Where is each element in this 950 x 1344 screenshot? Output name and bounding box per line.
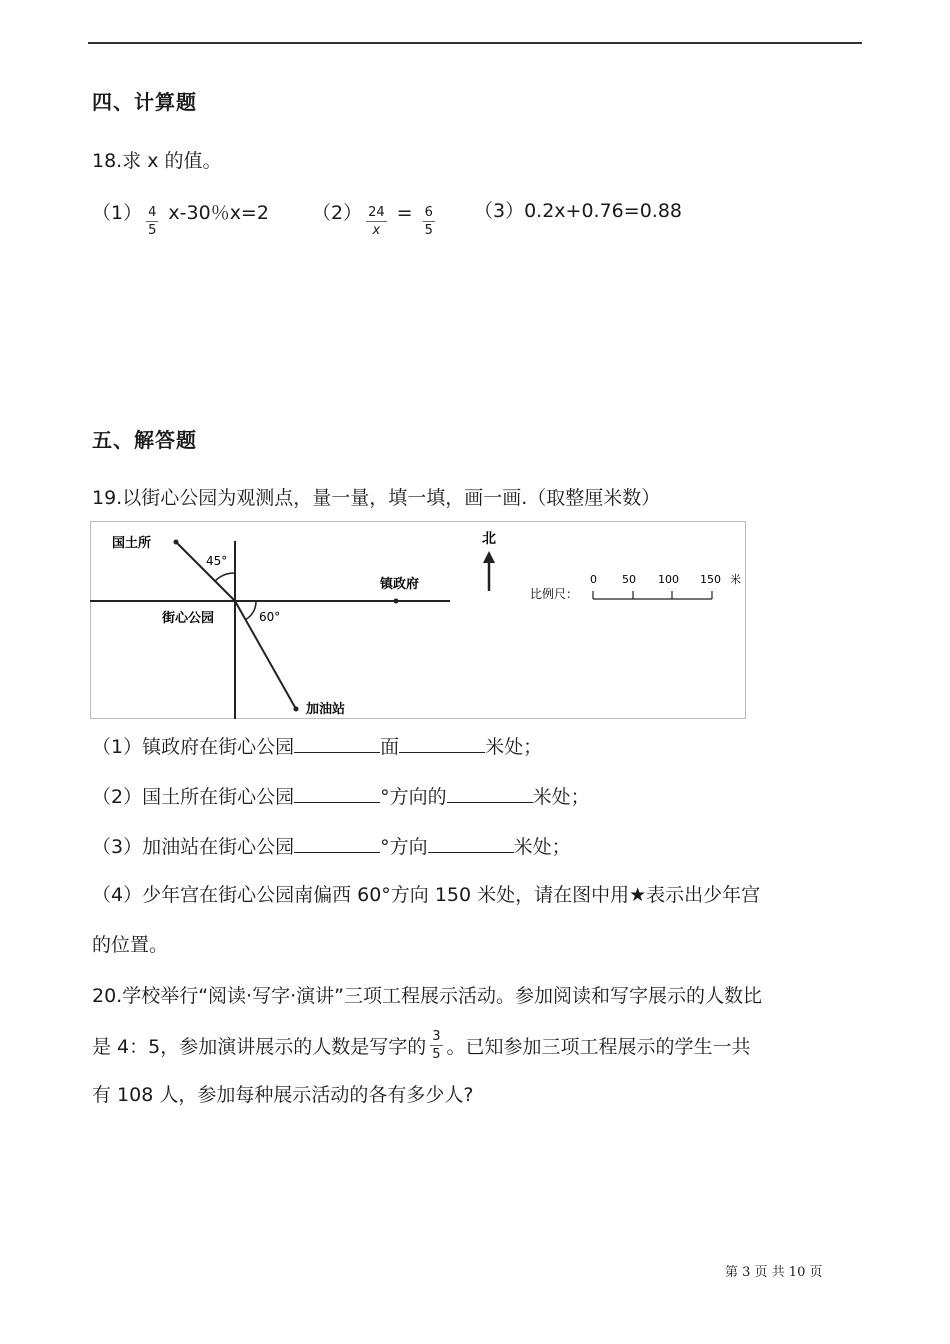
q19-part4-line1: （4）少年宫在街心公园南偏西 60°方向 150 米处，请在图中用★表示出少年宫 [92, 884, 761, 906]
q19-p3-text-c: 米处； [513, 836, 571, 858]
q19-p3-text-b: °方向 [380, 836, 428, 858]
eq2-fraction-right [423, 204, 435, 239]
q19-stem: 19.以街心公园为观测点，量一量，填一填，画一画.（取整厘米数） [92, 487, 661, 509]
q20-frac-den: 5 [432, 1047, 441, 1062]
q18-eq2 [312, 196, 439, 238]
q19-p2-blank-angle[interactable] [294, 784, 380, 803]
label-jiayouzhan: 加油站 [306, 702, 346, 717]
scale-label-100: 100 [658, 573, 679, 586]
q20-line2 [92, 1030, 751, 1065]
label-angle-60: 60° [259, 610, 281, 624]
zhenzhengfu-point [394, 599, 399, 604]
eq1-fraction [146, 204, 158, 239]
eq2-frac1-num: 24 [368, 205, 385, 220]
label-north: 北 [482, 531, 496, 547]
q20-line2-b: 。已知参加三项工程展示的学生一共 [446, 1036, 751, 1058]
eq2-frac2-den: 5 [424, 223, 433, 238]
eq2-prefix: （2） [312, 202, 363, 224]
scale-label-50: 50 [622, 573, 636, 586]
q20-line2-a: 是 4：5，参加演讲展示的人数是写字的 [92, 1036, 427, 1058]
guotusuo-point [174, 540, 179, 545]
q19-part2 [92, 782, 590, 809]
scale-label-0: 0 [590, 573, 597, 586]
q19-p1-blank-direction[interactable] [294, 734, 380, 753]
q19-p1-text-a: （1）镇政府在街心公园 [92, 736, 295, 758]
label-guotusuo: 国土所 [112, 536, 152, 551]
q19-p3-text-a: （3）加油站在街心公园 [92, 836, 295, 858]
q18-stem: 18.求 x 的值。 [92, 150, 222, 172]
q19-part4-line2: 的位置。 [92, 934, 169, 956]
q19-p2-blank-distance[interactable] [447, 784, 533, 803]
q18-eq1 [92, 196, 269, 238]
label-angle-45: 45° [206, 554, 228, 568]
label-zhenzhengfu: 镇政府 [380, 577, 420, 592]
top-rule [88, 42, 862, 44]
eq1-rest: x-30％x=2 [162, 202, 269, 224]
q19-p3-blank-distance[interactable] [428, 834, 514, 853]
q20-fraction [430, 1028, 442, 1063]
jiayouzhan-point [294, 707, 299, 712]
q19-p1-blank-distance[interactable] [399, 734, 485, 753]
eq1-frac-num: 4 [148, 205, 157, 220]
q19-part3 [92, 832, 571, 859]
q19-p2-text-b: °方向的 [380, 786, 447, 808]
eq1-prefix: （1） [92, 202, 143, 224]
page-footer: 第 3 页 共 10 页 [725, 1265, 823, 1280]
eq2-frac2-num: 6 [424, 205, 433, 220]
q19-p1-text-b: 面 [380, 736, 400, 758]
q20-frac-num: 3 [432, 1029, 441, 1044]
scale-unit: 米 [730, 573, 741, 586]
eq2-fraction-left [366, 204, 387, 239]
eq1-frac-den: 5 [148, 223, 157, 238]
q19-p2-text-c: 米处； [532, 786, 590, 808]
q19-part1 [92, 732, 542, 759]
q20-line1: 20.学校举行“阅读·写字·演讲”三项工程展示活动。参加阅读和写字展示的人数比 [92, 985, 762, 1007]
eq2-equals: = [390, 202, 419, 224]
q19-p3-blank-angle[interactable] [294, 834, 380, 853]
q20-line3: 有 108 人，参加每种展示活动的各有多少人? [92, 1084, 474, 1106]
section-5-title: 五、解答题 [92, 428, 197, 452]
section-4-title: 四、计算题 [92, 90, 197, 114]
label-scale: 比例尺： [530, 587, 579, 601]
eq2-frac1-den: x [372, 223, 381, 238]
map-figure [90, 521, 746, 719]
label-jiexin-park: 街心公园 [162, 611, 215, 626]
q19-p2-text-a: （2）国土所在街心公园 [92, 786, 295, 808]
q19-p1-text-c: 米处； [485, 736, 543, 758]
q18-eq3: （3）0.2x+0.76=0.88 [474, 200, 682, 222]
scale-label-150: 150 [700, 573, 721, 586]
